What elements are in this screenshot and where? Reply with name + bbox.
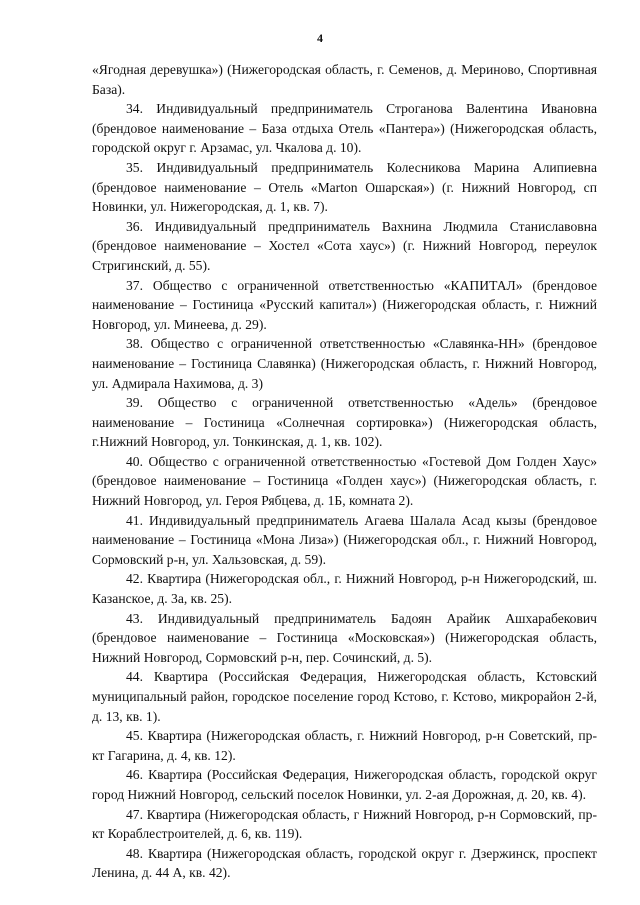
paragraph-item-34: 34. Индивидуальный предприниматель Строганова Валентина Ивановна (брендовое наименование – База отдыха Отель «Пантера») (Нижегородская область, городской округ г. Арзамас, ул. Чкалова д. 10). xyxy=(92,101,597,156)
paragraph-item-38: 38. Общество с ограниченной ответственностью «Славянка-НН» (брендовое наименование – Гостиница Славянка) (Нижегородская область, г. Нижний Новгород, ул. Адмирала Нахимова, д. 3) xyxy=(92,336,597,391)
paragraph-item-42: 42. Квартира (Нижегородская обл., г. Нижний Новгород, р-н Нижегородский, ш. Казанское, д. 3а, кв. 25). xyxy=(92,571,597,607)
paragraph-item-39: 39. Общество с ограниченной ответственностью «Адель» (брендовое наименование – Гостиница «Солнечная сортировка») (Нижегородская область, г.Нижний Новгород, ул. Тонкинская, д. 1, кв. 102). xyxy=(92,395,597,450)
paragraph-item-36: 36. Индивидуальный предприниматель Вахнина Людмила Станиславовна (брендовое наименование – Хостел «Сота хаус») (г. Нижний Новгород, переулок Стригинский, д. 55). xyxy=(92,218,597,273)
paragraph-item-40: 40. Общество с ограниченной ответственностью «Гостевой Дом Голден Хаус» (брендовое наименование – Гостиница «Голден хаус») (Нижегородская область, г. Нижний Новгород, ул. Героя Рябцева, д. 1Б, комната 2). xyxy=(92,453,597,509)
paragraph-item-41: 41. Индивидуальный предприниматель Агаева Шалала Асад кызы (брендовое наименование – Гостиница «Мона Лиза») (Нижегородская обл., г. Нижний Новгород, Сормовский р-н, ул. Хальзовская, д. 59). xyxy=(92,512,597,567)
document-body xyxy=(92,60,597,883)
paragraph-item-46: 46. Квартира (Российская Федерация, Нижегородская область, городской округ город Нижний Новгород, сельский поселок Новинки, ул. 2-ая Дорожная, д. 20, кв. 4). xyxy=(92,767,597,802)
paragraph-item-47: 47. Квартира (Нижегородская область, г Нижний Новгород, р-н Сормовский, пр-кт Кораблестроителей, д. 6, кв. 119). xyxy=(92,806,597,842)
paragraph-item-37: 37. Общество с ограниченной ответственностью «КАПИТАЛ» (брендовое наименование – Гостиница «Русский капитал») (Нижегородская область, г. Нижний Новгород, ул. Минеева, д. 29). xyxy=(92,277,597,332)
paragraph-item-35: 35. Индивидуальный предприниматель Колесникова Марина Алипиевна (брендовое наименование – Отель «Marton Ошарская») (г. Нижний Новгород, сп Новинки, ул. Нижегородская, д. 1, кв. 7). xyxy=(92,159,597,215)
paragraph-item-44: 44. Квартира (Российская Федерация, Нижегородская область, Кстовский муниципальный район, городское поселение город Кстово, г. Кстово, микрорайон 2-й, д. 13, кв. 1). xyxy=(92,669,597,724)
page-number: 4 xyxy=(317,31,323,45)
paragraph-item-45: 45. Квартира (Нижегородская область, г. Нижний Новгород, р-н Советский, пр-кт Гагарина, д. 4, кв. 12). xyxy=(92,728,597,763)
paragraph-item-43: 43. Индивидуальный предприниматель Бадоян Арайик Ашхарабекович (брендовое наименование – Гостиница «Московская») (Нижегородская область, Нижний Новгород, Сормовский р-н, пер. Сочинский, д. 5). xyxy=(92,610,597,665)
paragraph-continuation: «Ягодная деревушка») (Нижегородская область, г. Семенов, д. Мериново, Спортивная База). xyxy=(92,62,597,97)
paragraph-item-48: 48. Квартира (Нижегородская область, городской округ г. Дзержинск, проспект Ленина, д. 44 А, кв. 42). xyxy=(92,845,597,881)
